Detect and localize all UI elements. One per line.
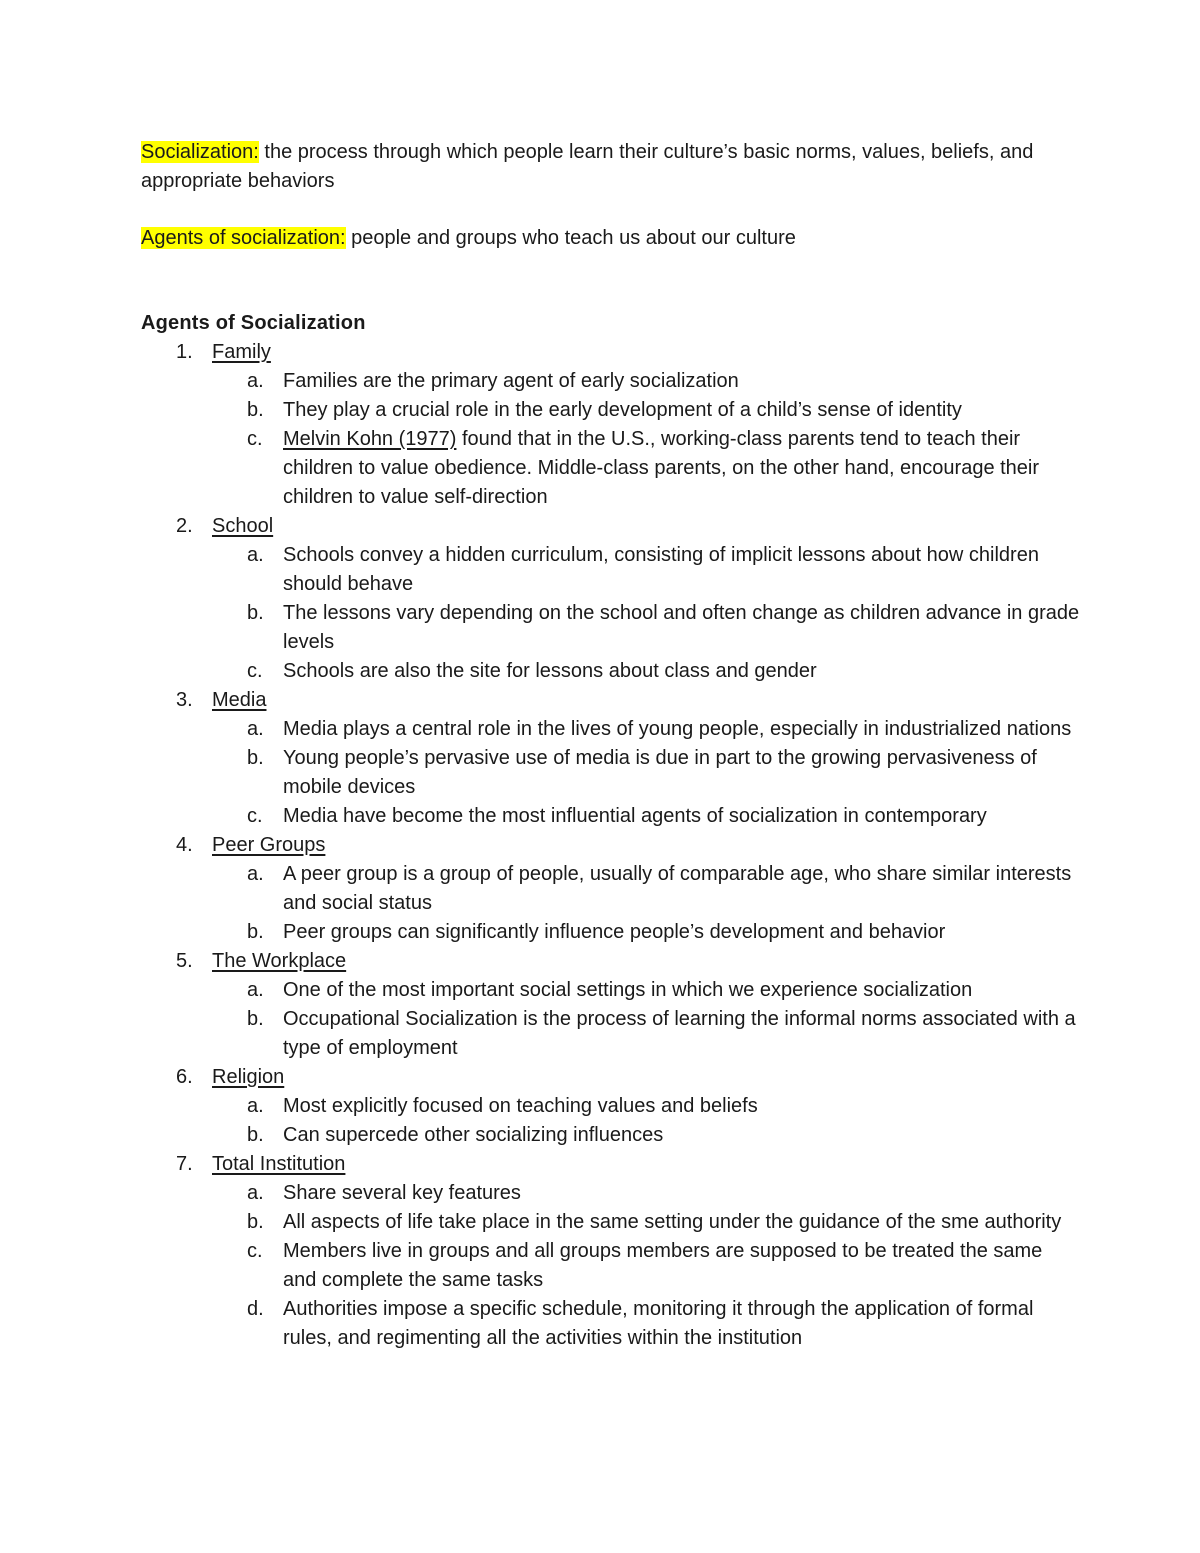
item-letter: a. xyxy=(247,544,264,566)
item-text: Members live in groups and all groups members are supposed to be treated the same and complete the same tasks xyxy=(283,1240,1043,1291)
list-item xyxy=(212,657,1081,686)
list-item xyxy=(212,1208,1081,1237)
agent-name: School xyxy=(212,515,274,537)
item-number: 2. xyxy=(176,515,193,537)
highlighted-term: Socialization: xyxy=(141,141,259,163)
item-text: Can supercede other socializing influences xyxy=(283,1124,664,1146)
item-text: Most explicitly focused on teaching values and beliefs xyxy=(283,1095,758,1117)
agent-item-religion xyxy=(141,1063,1081,1150)
list-item xyxy=(212,1179,1081,1208)
item-text: Schools are also the site for lessons about class and gender xyxy=(283,660,817,682)
item-letter: b. xyxy=(247,747,264,769)
list-item xyxy=(212,715,1081,744)
item-text: Share several key features xyxy=(283,1182,521,1204)
item-letter: c. xyxy=(247,660,263,682)
agent-name: Religion xyxy=(212,1066,285,1088)
item-text: The lessons vary depending on the school and often change as children advance in grade levels xyxy=(283,602,1080,653)
agent-name: Family xyxy=(212,341,271,363)
agent-item-school xyxy=(141,512,1081,686)
agent-name: The Workplace xyxy=(212,950,347,972)
item-text: Schools convey a hidden curriculum, consisting of implicit lessons about how children should behave xyxy=(283,544,1039,595)
item-text: Young people’s pervasive use of media is due in part to the growing pervasiveness of mobile devices xyxy=(283,747,1037,798)
agent-item-family xyxy=(141,338,1081,512)
list-item xyxy=(212,367,1081,396)
item-text: One of the most important social settings in which we experience socialization xyxy=(283,979,973,1001)
sub-list xyxy=(212,541,1081,686)
item-letter: b. xyxy=(247,1124,264,1146)
definition-socialization xyxy=(141,138,1081,196)
agent-name: Total Institution xyxy=(212,1153,346,1175)
definition-text: people and groups who teach us about our culture xyxy=(345,227,796,249)
item-text: All aspects of life take place in the same setting under the guidance of the sme authority xyxy=(283,1211,1062,1233)
item-letter: b. xyxy=(247,1211,264,1233)
sub-list xyxy=(212,976,1081,1063)
item-number: 7. xyxy=(176,1153,193,1175)
agent-item-total-institution xyxy=(141,1150,1081,1353)
item-number: 1. xyxy=(176,341,193,363)
list-item xyxy=(212,976,1081,1005)
agent-item-media xyxy=(141,686,1081,831)
sub-list xyxy=(212,715,1081,831)
definition-agents-of-socialization xyxy=(141,224,1081,253)
agent-name: Peer Groups xyxy=(212,834,326,856)
list-item xyxy=(212,860,1081,918)
sub-list xyxy=(212,860,1081,947)
item-letter: c. xyxy=(247,428,263,450)
sub-list xyxy=(212,367,1081,512)
agents-list xyxy=(141,338,1081,1353)
item-text: found that in the U.S., working-class parents tend to teach their children to value obedience. Middle-class parents, on the other hand, encourage their children to value self-direction xyxy=(283,428,1040,508)
item-letter: b. xyxy=(247,602,264,624)
item-letter: d. xyxy=(247,1298,264,1320)
item-letter: a. xyxy=(247,1182,264,1204)
item-text: Occupational Socialization is the process of learning the informal norms associated with a type of employment xyxy=(283,1008,1076,1059)
item-letter: a. xyxy=(247,979,264,1001)
sub-list xyxy=(212,1092,1081,1150)
item-letter: b. xyxy=(247,1008,264,1030)
item-letter: a. xyxy=(247,370,264,392)
item-letter: b. xyxy=(247,399,264,421)
item-number: 4. xyxy=(176,834,193,856)
item-number: 3. xyxy=(176,689,193,711)
definition-text: the process through which people learn their culture’s basic norms, values, beliefs, and appropriate behaviors xyxy=(141,141,1034,192)
item-number: 5. xyxy=(176,950,193,972)
list-item xyxy=(212,1237,1081,1295)
list-item xyxy=(212,396,1081,425)
citation: Melvin Kohn (1977) xyxy=(283,428,457,450)
item-letter: b. xyxy=(247,921,264,943)
item-text: Families are the primary agent of early socialization xyxy=(283,370,739,392)
document-page xyxy=(141,138,1081,1353)
list-item xyxy=(212,1121,1081,1150)
sub-list xyxy=(212,1179,1081,1353)
item-text: Media have become the most influential agents of socialization in contemporary xyxy=(283,805,987,827)
list-item xyxy=(212,425,1081,512)
list-item xyxy=(212,1295,1081,1353)
list-item xyxy=(212,918,1081,947)
item-text: They play a crucial role in the early development of a child’s sense of identity xyxy=(283,399,962,421)
item-text: A peer group is a group of people, usually of comparable age, who share similar interests and social status xyxy=(283,863,1072,914)
agent-name: Media xyxy=(212,689,267,711)
item-number: 6. xyxy=(176,1066,193,1088)
list-item xyxy=(212,599,1081,657)
item-letter: c. xyxy=(247,1240,263,1262)
list-item xyxy=(212,802,1081,831)
item-text: Peer groups can significantly influence people’s development and behavior xyxy=(283,921,946,943)
item-letter: a. xyxy=(247,1095,264,1117)
item-letter: a. xyxy=(247,863,264,885)
list-item xyxy=(212,1092,1081,1121)
section-heading: Agents of Socialization xyxy=(141,312,366,334)
item-text: Media plays a central role in the lives of young people, especially in industrialized nations xyxy=(283,718,1072,740)
agent-item-peer-groups xyxy=(141,831,1081,947)
list-item xyxy=(212,541,1081,599)
list-item xyxy=(212,744,1081,802)
agent-item-the-workplace xyxy=(141,947,1081,1063)
highlighted-term: Agents of socialization: xyxy=(141,227,346,249)
item-letter: a. xyxy=(247,718,264,740)
item-text: Authorities impose a specific schedule, monitoring it through the application of formal rules, and regimenting all the activities within the institution xyxy=(283,1298,1034,1349)
list-item xyxy=(212,1005,1081,1063)
item-letter: c. xyxy=(247,805,263,827)
